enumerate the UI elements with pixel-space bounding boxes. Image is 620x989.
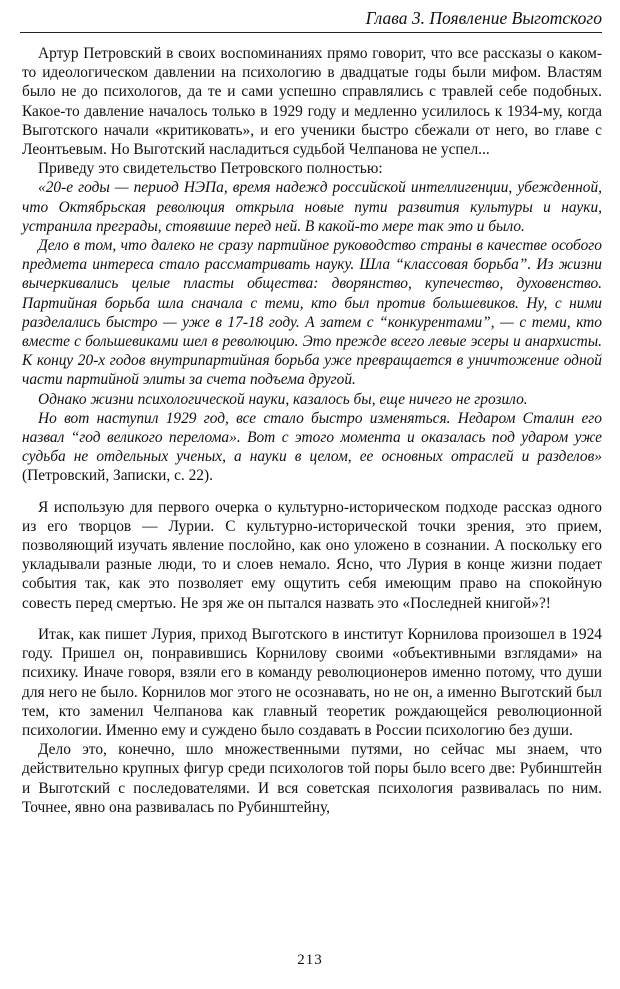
quote-paragraph: Дело в том, что далеко не сразу партийное руководство страны в качестве особого предмета интереса стало рассматривать науку. Шла “классовая борьба”. Из жизни вычеркивались целые пласты общества: дворянство, купечество, духовенство. Партийная борьба шла сначала с теми, кто был против большевиков. Ну, с ними разделались быстро — уже в 17-18 году. А затем с “конкурентами”, — с теми, кто вместе с большевиками шел в революцию. Это прежде всего левые эсеры и анархисты. К концу 20-х годов внутрипартийная борьба уже превращается в уничтожение одной части партийной элиты за счета подъема другой. (22, 237, 602, 389)
page-number: 213 (297, 952, 323, 968)
quote-paragraph: «20-е годы — период НЭПа, время надежд российской интеллигенции, убежденной, что Октябрьская революция открыла новые пути развития культуры и науки, устранила преграды, стоявшие перед ней. В какой-то мере так это и было. (22, 179, 602, 235)
quote-paragraph (22, 409, 602, 486)
paragraph: Итак, как пишет Лурия, приход Выготского в институт Корнилова произошел в 1924 году. Пришел он, понравившись Корнилову своими «объективными взглядами» на психику. Иначе говоря, взяли его в команду революционеров именно потому, что души для него не было. Корнилов мог этого не осознавать, но не он, а именно Выготский был тем, кто заменил Челпанова как главный теоретик рождающейся революционной психологии. Именно ему и суждено было создавать в России психологию без души. (22, 625, 602, 739)
paragraph: Дело это, конечно, шло множественными путями, но сейчас мы знаем, что действительно крупных фигур среди психологов той поры было всего две: Рубинштейн и Выготский с последователями. И вся советская психология развивалась по ним. Точнее, явно она развивалась по Рубинштейну, (22, 741, 602, 816)
quote-text: Но вот наступил 1929 год, все стало быстро изменяться. Недаром Сталин его назвал “год великого перелома». Вот с этого момента и оказалась под ударом уже судьба не отдельных ученых, а науки в целом, ее основных отраслей и разделов» (22, 409, 602, 466)
paragraph: Я использую для первого очерка о культурно-историческом подходе рассказ одного из его творцов — Лурии. С культурно-исторической точки зрения, это прием, позволяющий изучать явление послойно, как оно уложено в сознании. А поскольку его укладывали разные люди, то и слоев немало. Ясно, что Лурия в конце жизни подает события так, как это позволяет ему ощутить себя имеющим право на спокойную совесть перед смертью. Не зря же он пытался назвать это «Последней книгой»?! (22, 498, 602, 612)
running-header (20, 6, 602, 33)
quote-paragraph: Однако жизни психологической науки, казалось бы, еще ничего не грозило. (38, 390, 528, 408)
running-title: Глава 3. Появление Выготского (365, 8, 602, 28)
paragraph: Артур Петровский в своих воспоминаниях прямо говорит, что все рассказы о каком-то идеологическом давлении на психологию в двадцатые годы были мифом. Властям было не до психологов, да те и сами успешно справлялись с травлей себе подобных. Какое-то давление началось только в 1929 году и медленно усилилось к 1934-му, когда Выготского начали «критиковать», и его ученики быстро сбежали от него, во главе с Леонтьевым. Но Выготский насладиться судьбой Челпанова не успел... (22, 45, 602, 159)
page-body (22, 44, 602, 817)
citation: (Петровский, Записки, с. 22). (22, 467, 213, 485)
paragraph: Приведу это свидетельство Петровского полностью: (38, 160, 383, 178)
